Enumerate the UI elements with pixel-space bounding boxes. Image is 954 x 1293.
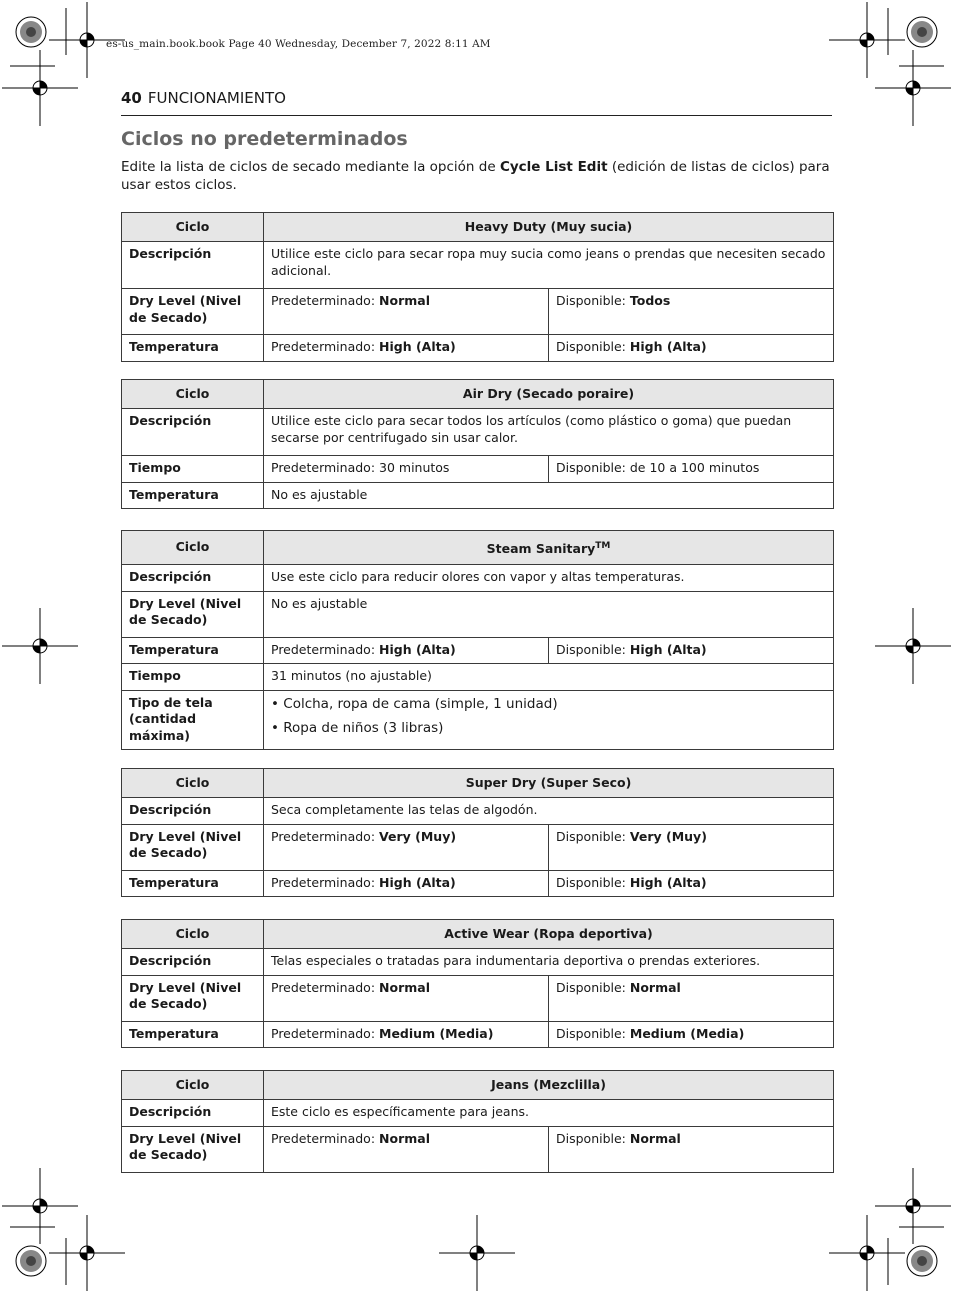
row-label: Dry Level (Nivel de Secado) [122,824,264,870]
row-label: Dry Level (Nivel de Secado) [122,1126,264,1172]
table-header-row [122,380,834,409]
registration-cross [829,2,905,78]
registration-cross [439,1215,515,1291]
section-title: Ciclos no predeterminados [121,128,408,150]
default-cell [264,975,549,1021]
available-cell [549,975,834,1021]
default-label: Predeterminado: [271,1025,380,1041]
available-value: Todos [629,293,671,308]
default-label: Predeterminado: [271,1130,380,1146]
print-info: es-us_main.book.book Page 40 Wednesday, December 7, 2022 8:11 AM [106,38,491,50]
row-label: Dry Level (Nivel de Secado) [122,591,264,637]
available-cell [549,335,834,362]
list-item: • Colcha, ropa de cama (simple, 1 unidad) [271,692,826,716]
intro-paragraph [121,158,833,194]
default-label: Predeterminado: [271,828,380,844]
description-cell: Seca completamente las telas de algodón. [264,798,834,825]
page-header [121,89,832,116]
available-label: Disponible: [556,293,630,308]
row-label: Temperatura [122,1021,264,1048]
default-cell [264,824,549,870]
cycle-table-heavy-duty [121,212,834,362]
default-cell [264,335,549,362]
table-header-row [122,531,834,565]
default-cell [264,1021,549,1048]
available-value: Normal [629,979,681,995]
table-row [122,456,834,483]
row-label: Descripción [122,1100,264,1127]
intro-text-end: (edición de listas de ciclos) para usar estos ciclos. [121,159,830,193]
default-value: High (Alta) [379,339,456,354]
row-label: Temperatura [122,335,264,362]
table-row [122,289,834,335]
available-value: Medium (Media) [629,1025,745,1041]
registration-burst-bottom-left [16,1246,46,1276]
fabric-list [271,692,826,740]
cycle-name-text: Steam Sanitary [486,540,596,556]
available-value: Normal [629,1130,681,1146]
table-row [122,1100,834,1127]
row-label: Descripción [122,409,264,456]
available-value: Very (Muy) [629,828,707,844]
table-row [122,242,834,289]
section-name: FUNCIONAMIENTO [147,89,286,107]
default-value: Normal [379,979,430,995]
header-label: Ciclo [122,380,264,409]
default-value: High (Alta) [379,641,456,657]
registration-burst-top-right [907,17,937,47]
default-cell [264,637,549,664]
table-header-row [122,920,834,949]
cycle-name: Active Wear (Ropa deportiva) [264,920,834,949]
table-row [122,870,834,897]
registration-burst-bottom-right [907,1246,937,1276]
available-label: Disponible: [556,874,630,890]
table-row [122,565,834,592]
default-label: Predeterminado: [271,293,380,308]
table-row [122,975,834,1021]
intro-text: Edite la lista de ciclos de secado mediante la opción de [121,159,500,175]
header-label: Ciclo [122,769,264,798]
default-value: High (Alta) [379,874,456,890]
available-value: High (Alta) [629,874,707,890]
row-label: Descripción [122,949,264,976]
registration-cross [2,608,78,684]
description-cell: Utilice este ciclo para secar ropa muy sucia como jeans o prendas que necesiten secado adicional. [264,242,834,289]
default-cell [264,870,549,897]
available-cell [549,1021,834,1048]
row-label: Temperatura [122,637,264,664]
value-cell: 31 minutos (no ajustable) [264,664,834,691]
registration-cross [875,50,951,126]
header-label: Ciclo [122,531,264,565]
registration-cross [2,1168,78,1244]
row-label: Descripción [122,565,264,592]
cycle-table-active-wear [121,919,834,1048]
available-label: Disponible: [556,339,630,354]
available-cell [549,824,834,870]
registration-cross [875,1168,951,1244]
table-row [122,637,834,664]
table-row [122,949,834,976]
available-label: Disponible: [556,979,630,995]
available-label: Disponible: [556,828,630,844]
default-value: Very (Muy) [379,828,457,844]
default-label: Predeterminado: [271,339,380,354]
cycle-name: Air Dry (Secado poraire) [264,380,834,409]
available-cell [549,870,834,897]
table-row [122,798,834,825]
available-value: High (Alta) [629,641,707,657]
available-cell [549,1126,834,1172]
default-cell [264,1126,549,1172]
table-header-row [122,769,834,798]
cycle-table-jeans [121,1070,834,1173]
row-label: Temperatura [122,870,264,897]
default-label: Predeterminado: [271,641,380,657]
row-label: Tiempo [122,456,264,483]
header-label: Ciclo [122,920,264,949]
row-label: Descripción [122,242,264,289]
table-header-row [122,213,834,242]
default-cell [264,289,549,335]
available-cell: Disponible: de 10 a 100 minutos [549,456,834,483]
table-row [122,1126,834,1172]
available-label: Disponible: [556,641,630,657]
description-cell: Use este ciclo para reducir olores con vapor y altas temperaturas. [264,565,834,592]
table-row [122,409,834,456]
table-row [122,591,834,637]
table-header-row [122,1071,834,1100]
row-label: Descripción [122,798,264,825]
trademark-mark: TM [595,540,611,551]
available-label: Disponible: [556,1025,630,1041]
table-row [122,690,834,750]
row-label: Dry Level (Nivel de Secado) [122,975,264,1021]
default-label: Predeterminado: [271,874,380,890]
available-label: Disponible: [556,1130,630,1146]
default-label: Predeterminado: [271,979,380,995]
cycle-name: Heavy Duty (Muy sucia) [264,213,834,242]
value-cell: No es ajustable [264,591,834,637]
default-value: Medium (Media) [379,1025,494,1041]
default-value: Normal [379,293,430,308]
header-label: Ciclo [122,1071,264,1100]
table-row [122,335,834,362]
cycle-table-super-dry [121,768,834,897]
registration-cross [2,50,78,126]
table-row [122,482,834,509]
fabric-list-cell [264,690,834,750]
registration-cross [829,1215,905,1291]
description-cell: Telas especiales o tratadas para indumentaria deportiva o prendas exteriores. [264,949,834,976]
list-item: • Ropa de niños (3 libras) [271,716,826,740]
row-label: Dry Level (Nivel de Secado) [122,289,264,335]
default-cell: Predeterminado: 30 minutos [264,456,549,483]
available-cell [549,637,834,664]
cycle-table-steam-sanitary [121,530,834,750]
intro-bold: Cycle List Edit [499,159,608,175]
description-cell: Este ciclo es específicamente para jeans. [264,1100,834,1127]
registration-cross [49,1215,125,1291]
default-value: Normal [379,1130,430,1146]
registration-cross [875,608,951,684]
table-row [122,1021,834,1048]
row-label: Tipo de tela (cantidad máxima) [122,690,264,750]
available-value: High (Alta) [629,339,707,354]
available-cell [549,289,834,335]
table-row [122,664,834,691]
cycle-name: Super Dry (Super Seco) [264,769,834,798]
header-label: Ciclo [122,213,264,242]
cycle-name: Jeans (Mezclilla) [264,1071,834,1100]
description-cell: Utilice este ciclo para secar todos los artículos (como plástico o goma) que puedan secarse por centrifugado sin usar calor. [264,409,834,456]
cycle-name [264,531,834,565]
registration-burst-top-left [16,17,46,47]
value-cell: No es ajustable [264,482,834,509]
row-label: Temperatura [122,482,264,509]
table-row [122,824,834,870]
cycle-table-air-dry [121,379,834,509]
row-label: Tiempo [122,664,264,691]
page-number: 40 [121,89,142,107]
